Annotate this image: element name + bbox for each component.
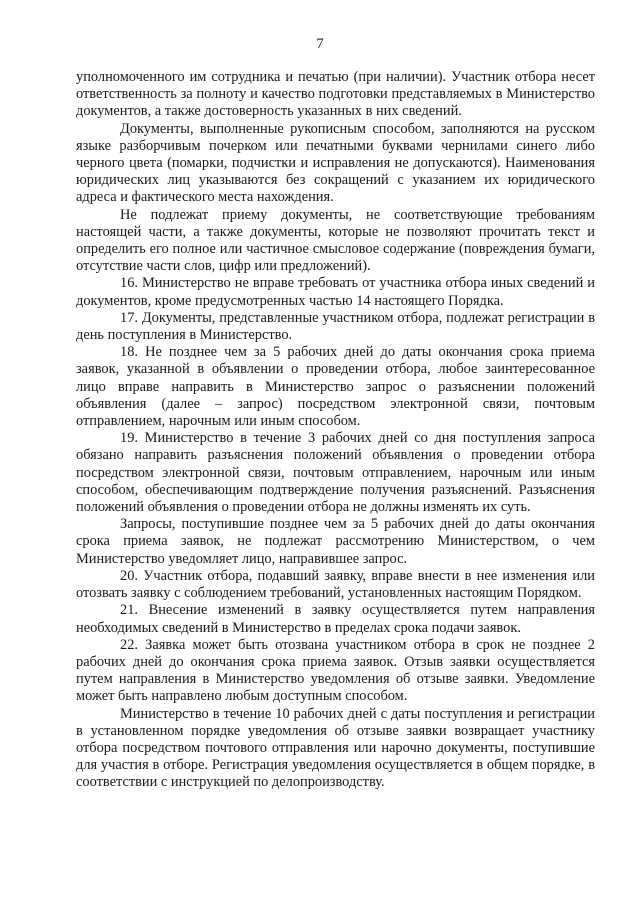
paragraph: Документы, выполненные рукописным способом, заполняются на русском языке разборчивым почерком или печатными буквами чернилами синего либо черного цвета (помарки, подчистки и исправления не допускаются). Наименования юридических лиц указываются без сокращений с указанием их юридического адреса и фактического места нахождения. xyxy=(76,120,595,206)
paragraph: 22. Заявка может быть отозвана участником отбора в срок не позднее 2 рабочих дней до окончания срока приема заявок. Отзыв заявки осуществляется путем направления в Министерство уведомления об отзыве заявки. Уведомление может быть направлено любым доступным способом. xyxy=(76,636,595,705)
paragraph: 16. Министерство не вправе требовать от участника отбора иных сведений и документов, кроме предусмотренных частью 14 настоящего Порядка. xyxy=(76,275,595,309)
paragraph: 19. Министерство в течение 3 рабочих дней со дня поступления запроса обязано направить разъяснения положений объявления о проведении отбора посредством электронной связи, почтовым отправлением, нарочным или иным способом, обеспечивающим подтверждение получения разъяснений. Разъяснения положений объявления о проведении отбора не должны изменять их суть. xyxy=(76,430,595,516)
page-number: 7 xyxy=(316,36,324,52)
paragraph: 21. Внесение изменений в заявку осуществляется путем направления необходимых сведений в Министерство в пределах срока подачи заявок. xyxy=(76,602,595,636)
paragraph: 20. Участник отбора, подавший заявку, вправе внести в нее изменения или отозвать заявку с соблюдением требований, установленных настоящим Порядком. xyxy=(76,567,595,602)
paragraph: Не подлежат приему документы, не соответствующие требованиям настоящей части, а также документы, которые не позволяют прочитать текст и определить его полное или частичное смысловое содержание (повреждения бумаги, отсутствие части слов, цифр или предложений). xyxy=(76,206,595,275)
paragraph: Министерство в течение 10 рабочих дней с даты поступления и регистрации в установленном порядке уведомления об отзыве заявки возвращает участнику отбора посредством почтового отправления или нарочно документы, поступившие для участия в отборе. Регистрация уведомления осуществляется в общем порядке, в соответствии с инструкцией по делопроизводству. xyxy=(76,705,595,791)
paragraph: Запросы, поступившие позднее чем за 5 рабочих дней до даты окончания срока приема заявок, не подлежат рассмотрению Министерством, о чем Министерство уведомляет лицо, направившее запрос. xyxy=(76,516,595,567)
paragraph: 17. Документы, представленные участником отбора, подлежат регистрации в день поступления в Министерство. xyxy=(76,309,595,344)
document-body xyxy=(76,69,595,792)
paragraph: уполномоченного им сотрудника и печатью (при наличии). Участник отбора несет ответственность за полноту и качество подготовки представляемых в Министерство документов, а также достоверность указанных в них сведений. xyxy=(76,69,595,120)
paragraph: 18. Не позднее чем за 5 рабочих дней до даты окончания срока приема заявок, указанной в объявлении о проведении отбора, любое заинтересованное лицо вправе направить в Министерство запрос о разъяснении положений объявления (далее – запрос) посредством электронной связи, почтовым отправлением, нарочным или иным способом. xyxy=(76,344,595,430)
